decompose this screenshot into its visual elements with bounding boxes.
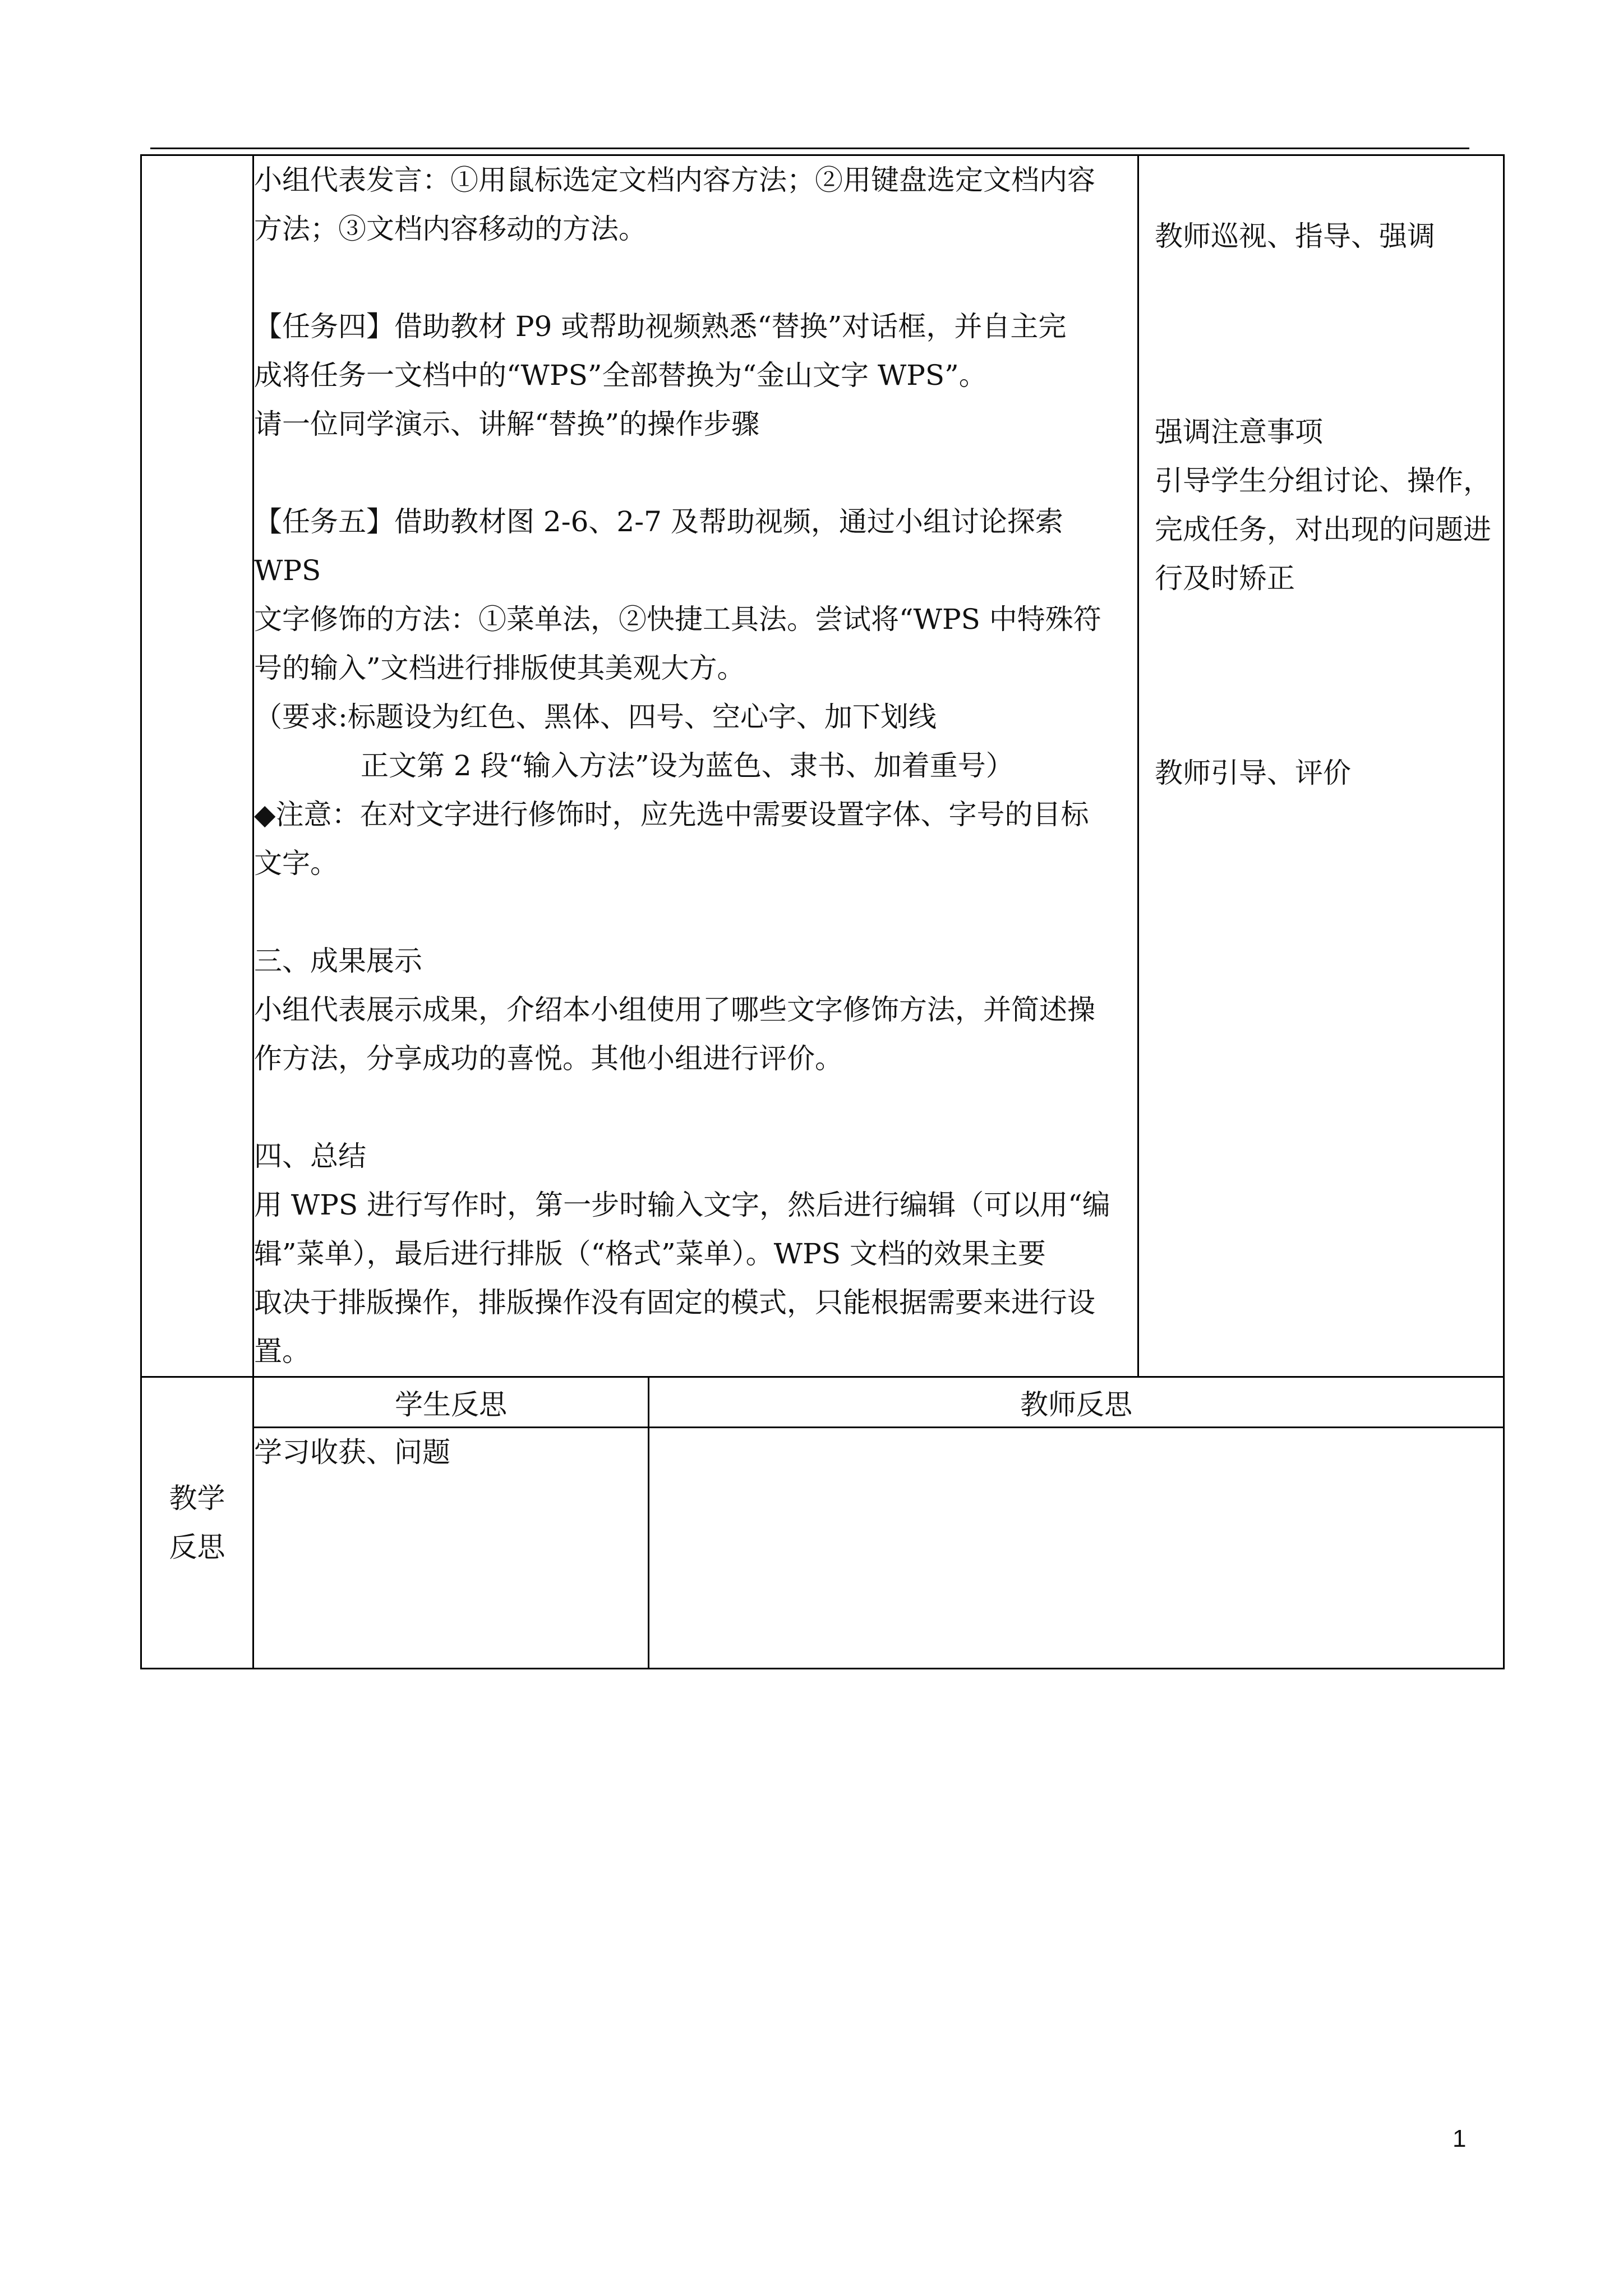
paragraph-line: ◆注意：在对文字进行修饰时，应先选中需要设置字体、字号的目标 (254, 798, 1089, 831)
paragraph-line: 用 WPS 进行写作时，第一步时输入文字，然后进行编辑（可以用“编 (254, 1189, 1110, 1221)
empty-label-cell (141, 155, 253, 1377)
teacher-note: 教师引导、评价 (1155, 757, 1352, 789)
blank-line (254, 1083, 1137, 1132)
student-reflection-header: 学生反思 (253, 1377, 649, 1428)
page-number: 1 (1453, 2125, 1467, 2152)
side-label-line: 反思 (169, 1530, 225, 1563)
student-reflection-cell: 学习收获、问题 (253, 1428, 649, 1669)
teacher-reflection-cell (649, 1428, 1504, 1669)
reflection-body-row (141, 1428, 1504, 1669)
paragraph-line: 文字。 (254, 847, 338, 880)
teacher-note: 行及时矫正 (1155, 562, 1295, 595)
side-label-line: 教学 (169, 1481, 225, 1515)
reflection-header-row (141, 1377, 1504, 1428)
header-rule (150, 148, 1469, 149)
reflection-side-label (141, 1377, 253, 1669)
teacher-note: 引导学生分组讨论、操作， (1155, 464, 1492, 497)
paragraph-line: 成将任务一文档中的“WPS”全部替换为“金山文字 WPS”。 (254, 359, 987, 392)
paragraph-line: 号的输入”文档进行排版使其美观大方。 (254, 652, 745, 684)
teacher-notes-cell (1138, 155, 1504, 1377)
section-heading: 三、成果展示 (254, 945, 422, 977)
activity-content-cell (253, 155, 1138, 1377)
activity-row (141, 155, 1504, 1377)
paragraph-line: 【任务四】借助教材 P9 或帮助视频熟悉“替换”对话框，并自主完 (254, 310, 1067, 343)
lesson-plan-table (140, 154, 1505, 1669)
paragraph-line: 方法；③文档内容移动的方法。 (254, 213, 647, 245)
paragraph-line: 文字修饰的方法：①菜单法，②快捷工具法。尝试将“WPS 中特殊符 (254, 603, 1101, 636)
teacher-note: 强调注意事项 (1155, 416, 1324, 448)
blank-line (254, 254, 1137, 302)
blank-line (254, 888, 1137, 937)
teacher-note: 教师巡视、指导、强调 (1155, 220, 1436, 252)
paragraph-line: 作方法，分享成功的喜悦。其他小组进行评价。 (254, 1042, 843, 1075)
paragraph-line: 【任务五】借助教材图 2-6、2-7 及帮助视频，通过小组讨论探索 WPS (254, 505, 1063, 587)
blank-line (254, 449, 1137, 498)
paragraph-line: 小组代表发言：①用鼠标选定文档内容方法；②用键盘选定文档内容 (254, 164, 1095, 196)
paragraph-line: 辑”菜单），最后进行排版（“格式”菜单）。WPS 文档的效果主要 (254, 1237, 1046, 1270)
paragraph-line: 置。 (254, 1335, 310, 1368)
section-heading: 四、总结 (254, 1140, 366, 1172)
paragraph-line: 正文第 2 段“输入方法”设为蓝色、隶书、加着重号） (361, 749, 1014, 782)
paragraph-line: （要求:标题设为红色、黑体、四号、空心字、加下划线 (254, 701, 937, 733)
teacher-reflection-header: 教师反思 (649, 1377, 1504, 1428)
paragraph-line: 取决于排版操作，排版操作没有固定的模式，只能根据需要来进行设 (254, 1286, 1095, 1319)
teacher-note: 完成任务，对出现的问题进 (1155, 513, 1492, 546)
paragraph-line: 小组代表展示成果，介绍本小组使用了哪些文字修饰方法，并简述操 (254, 993, 1095, 1026)
paragraph-line: 请一位同学演示、讲解“替换”的操作步骤 (254, 408, 760, 440)
